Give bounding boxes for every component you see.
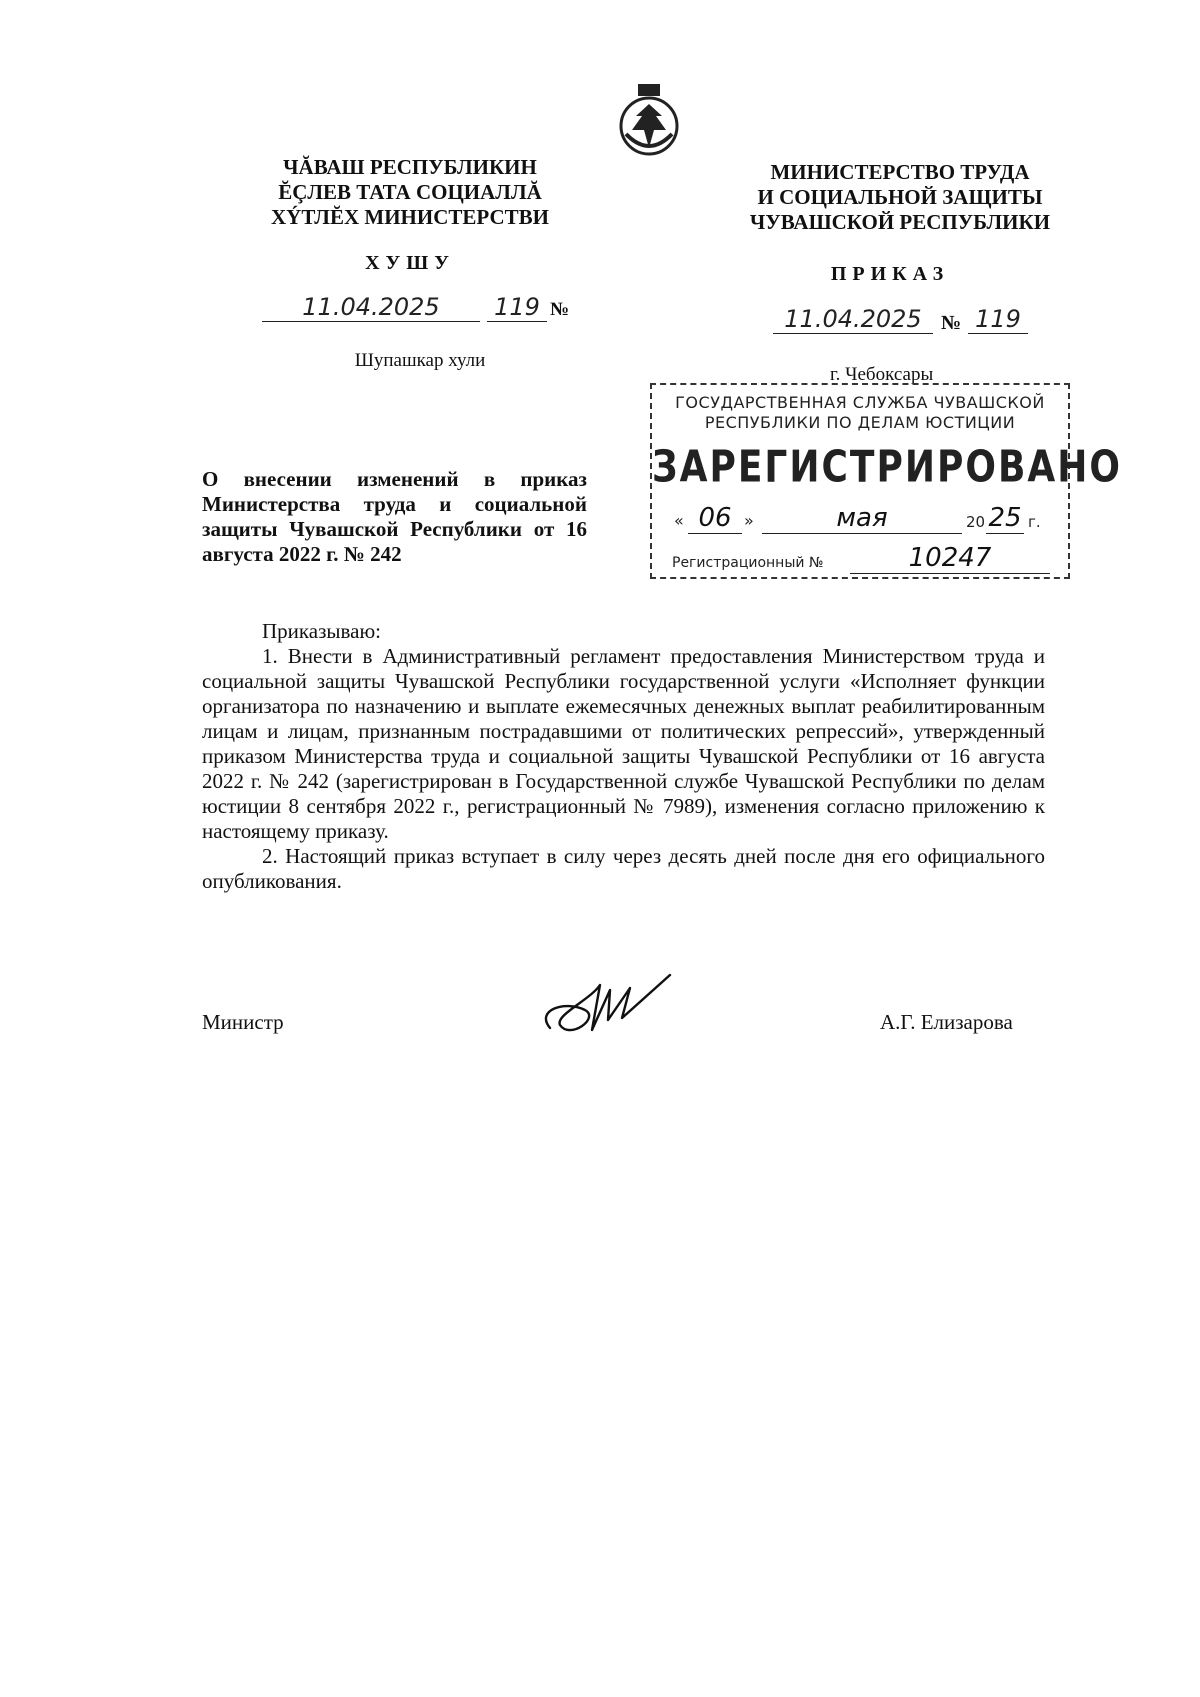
- left-org-line2: ĔÇЛЕВ ТАТА СОЦИАЛЛĂ: [278, 180, 542, 204]
- registration-stamp: [650, 383, 1122, 579]
- document-title: О внесении изменений в приказ Министерства труда и социальной защиты Чувашской Республики от 16 августа 2022 г. № 242: [202, 467, 587, 566]
- right-date-number-row: [773, 305, 1073, 339]
- right-org-name: [720, 160, 1080, 235]
- coat-of-arms-emblem: [618, 82, 680, 160]
- stamp-org-line2: РЕСПУБЛИКИ ПО ДЕЛАМ ЮСТИЦИИ: [704, 413, 1016, 432]
- body-paragraph-2: 2. Настоящий приказ вступает в силу через десять дней после дня его официального опубликования.: [202, 844, 1045, 893]
- stamp-year-prefix: 20: [966, 513, 986, 531]
- left-number: 119: [487, 293, 547, 322]
- left-doc-type: ХУШУ: [365, 252, 455, 274]
- stamp-org-line1: ГОСУДАРСТВЕННАЯ СЛУЖБА ЧУВАШСКОЙ: [675, 393, 1045, 412]
- body-intro: Приказываю:: [262, 619, 381, 643]
- right-org-line1: МИНИСТЕРСТВО ТРУДА: [770, 160, 1030, 184]
- handwritten-signature: [530, 970, 680, 1050]
- left-org-name: [240, 155, 580, 230]
- stamp-year-suffix: 25: [986, 503, 1024, 534]
- stamp-quote-open: «: [674, 511, 684, 530]
- left-org-line1: ЧĂВАШ РЕСПУБЛИКИН: [283, 155, 537, 179]
- stamp-org: [652, 393, 1068, 433]
- document-body: [202, 619, 1045, 894]
- stamp-reg-row: [672, 543, 1067, 573]
- right-number: 119: [968, 305, 1028, 334]
- left-city: Шупашкар хули: [354, 350, 486, 371]
- stamp-month: мая: [762, 503, 962, 534]
- signature-position: Министр: [202, 1010, 284, 1034]
- right-number-sign: №: [941, 312, 962, 334]
- stamp-reg-number: 10247: [850, 543, 1050, 574]
- signature-name: А.Г. Елизарова: [880, 1010, 1013, 1034]
- stamp-quote-close: »: [744, 511, 754, 530]
- left-number-sign: №: [550, 299, 570, 320]
- right-doc-type: ПРИКАЗ: [830, 263, 950, 285]
- right-org-line2: И СОЦИАЛЬНОЙ ЗАЩИТЫ: [757, 185, 1043, 209]
- left-date: 11.04.2025: [262, 293, 480, 322]
- stamp-day: 06: [688, 503, 742, 534]
- left-org-line3: ХÝТЛĔХ МИНИСТЕРСТВИ: [271, 205, 549, 229]
- left-date-number-row: [262, 293, 582, 325]
- stamp-date-row: [674, 503, 1064, 535]
- right-date: 11.04.2025: [773, 305, 933, 334]
- stamp-year-unit: г.: [1028, 513, 1041, 531]
- right-city: г. Чебоксары: [830, 364, 934, 385]
- body-paragraph-1: 1. Внести в Административный регламент предоставления Министерством труда и социальной защиты Чувашской Республики государственной услуги «Исполняет функции организатора по назначению и выплате ежемесячных денежных выплат реабилитированным лицам и лицам, признанным пострадавшими от политических репрессий», утвержденный приказом Министерства труда и социальной защиты Чувашской Республики от 16 августа 2022 г. № 242 (зарегистрирован в Государственной службе Чувашской Республики по делам юстиции 8 сентября 2022 г., регистрационный № 7989), изменения согласно приложению к настоящему приказу.: [202, 644, 1045, 843]
- stamp-reg-label: Регистрационный №: [672, 555, 824, 571]
- right-org-line3: ЧУВАШСКОЙ РЕСПУБЛИКИ: [749, 210, 1051, 234]
- stamp-status: ЗАРЕГИСТРИРОВАНО: [652, 442, 1122, 493]
